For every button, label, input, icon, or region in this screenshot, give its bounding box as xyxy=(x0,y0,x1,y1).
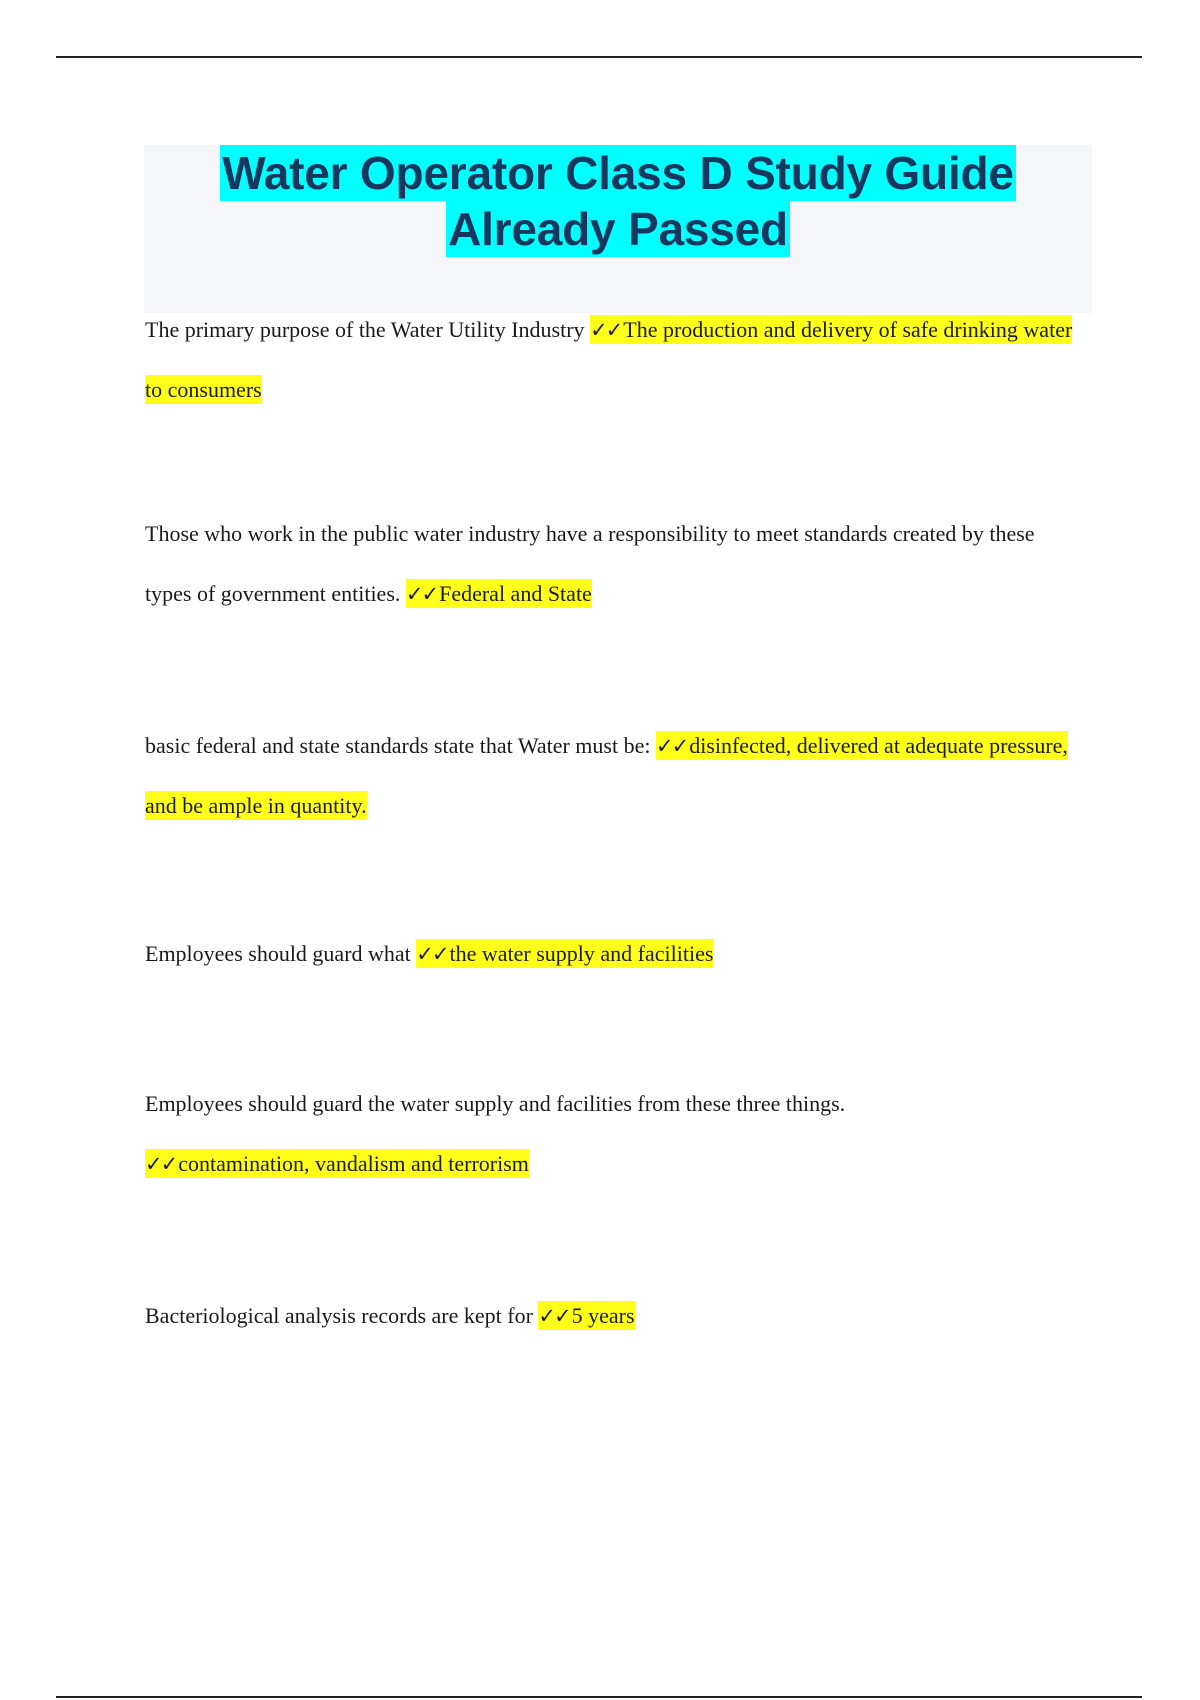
answer-text: Federal and State xyxy=(439,581,592,606)
document-title-line2: Already Passed xyxy=(448,203,788,255)
answer-text: disinfected, delivered at adequate pressure, and be ample in quantity. xyxy=(145,733,1068,818)
check-icon: ✓✓ xyxy=(655,734,688,758)
answer-highlight xyxy=(145,1149,529,1178)
qa-item-2 xyxy=(145,504,1075,624)
qa-item-5 xyxy=(145,1074,1075,1194)
question-text: Those who work in the public water industry have a responsibility to meet standards created by these types of government entities. xyxy=(145,521,1035,606)
question-text: Bacteriological analysis records are kept for xyxy=(145,1303,533,1328)
footer-rule xyxy=(56,1696,1142,1698)
check-icon: ✓✓ xyxy=(416,942,448,966)
header-rule xyxy=(56,56,1142,58)
answer-text: contamination, vandalism and terrorism xyxy=(178,1151,529,1176)
title-box xyxy=(144,145,1092,313)
check-icon: ✓✓ xyxy=(538,1304,570,1328)
question-text: basic federal and state standards state that Water must be: xyxy=(145,733,651,758)
answer-highlight xyxy=(406,579,592,608)
qa-item-1 xyxy=(145,300,1075,420)
answer-text: The production and delivery of safe drinking water to consumers xyxy=(145,317,1073,402)
check-icon: ✓✓ xyxy=(405,582,438,606)
qa-item-4 xyxy=(145,924,1075,984)
check-icon: ✓✓ xyxy=(590,318,622,342)
document-title-line1: Water Operator Class D Study Guide xyxy=(222,147,1014,199)
question-text: The primary purpose of the Water Utility Industry xyxy=(145,317,585,342)
qa-item-3 xyxy=(145,716,1075,836)
check-icon: ✓✓ xyxy=(145,1152,177,1176)
answer-highlight xyxy=(416,939,713,968)
question-text: Employees should guard what xyxy=(145,941,411,966)
qa-item-6 xyxy=(145,1286,1075,1346)
answer-text: the water supply and facilities xyxy=(449,941,714,966)
question-text: Employees should guard the water supply and facilities from these three things. xyxy=(145,1091,846,1116)
answer-text: 5 years xyxy=(571,1303,635,1328)
answer-highlight xyxy=(538,1301,634,1330)
